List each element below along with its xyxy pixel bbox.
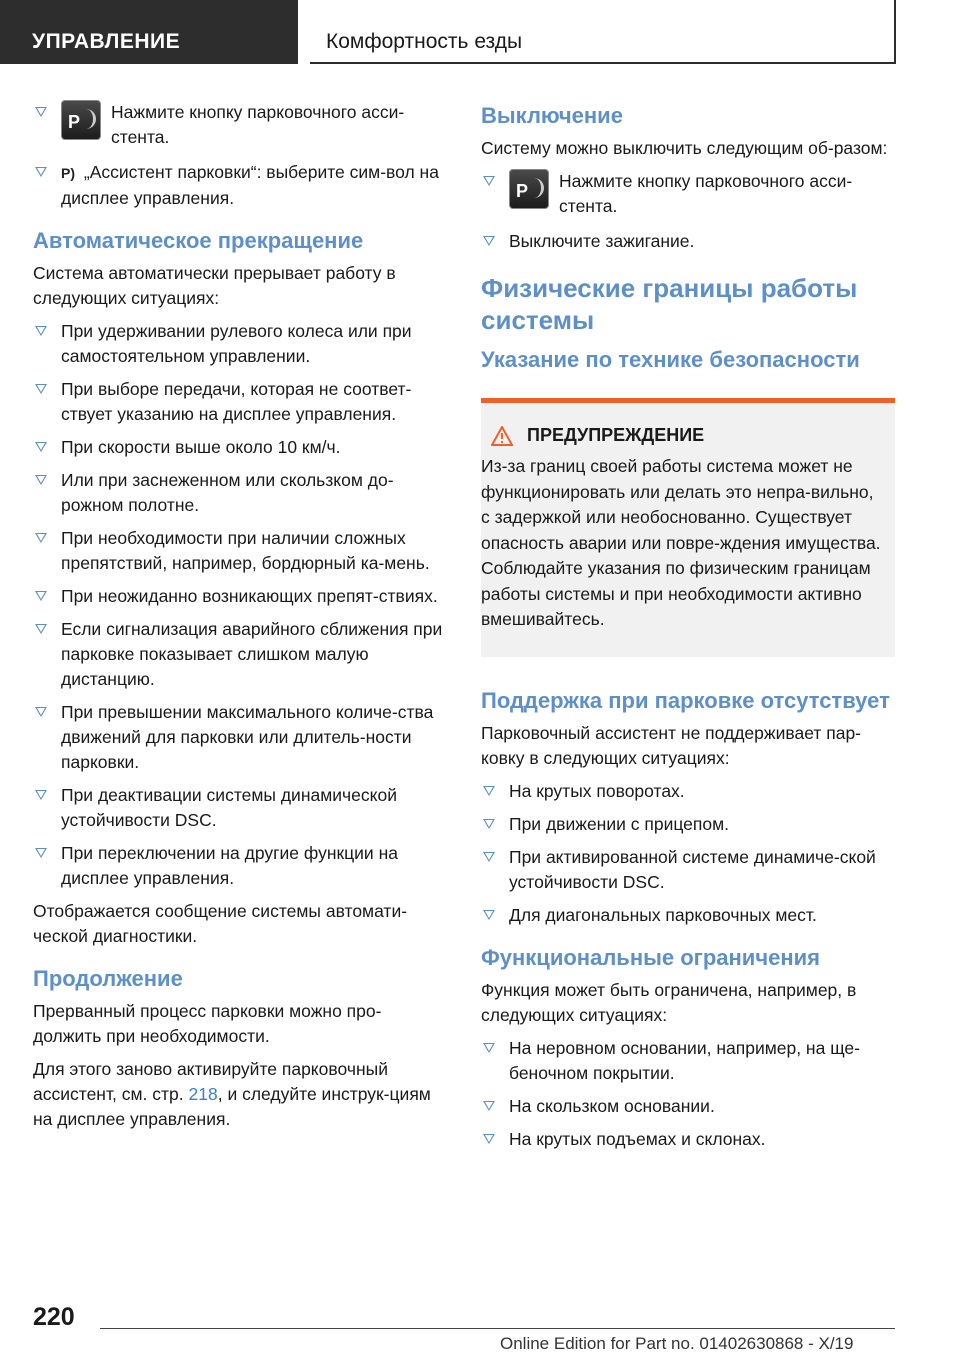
- list-item: На крутых подъемах и склонах.: [481, 1127, 895, 1152]
- auto-stop-list: [33, 319, 448, 891]
- list-triangle-icon: [35, 790, 47, 800]
- list-triangle-icon: [35, 167, 47, 177]
- page-number: 220: [33, 1303, 75, 1331]
- footer-edition: Online Edition for Part no. 01402630868 - X/19: [500, 1334, 854, 1353]
- list-triangle-icon: [35, 624, 47, 634]
- no-support-text: Парковочный ассистент не поддерживает пар-ковку в следующих ситуациях:: [481, 722, 862, 768]
- list-item: Или при заснеженном или скользком до-рожном полотне.: [33, 468, 448, 518]
- list-item: При выборе передачи, которая не соответ-ствует указанию на дисплее управления.: [33, 377, 448, 427]
- warning-text: Из-за границ своей работы система может не функционировать или делать это непра-вильно, с задержкой или необоснованно. Существует опасность аварии или повре-ждения имущества. Соблюдайте указания по физическим границам работы системы и при необходимости активно вмешивайтесь.: [481, 456, 881, 629]
- off-list: [481, 169, 895, 254]
- list-triangle-icon: [35, 442, 47, 452]
- section-title-no-support: Поддержка при парковке отсутствует: [481, 687, 890, 713]
- list-item: Для диагональных парковочных мест.: [481, 903, 895, 928]
- list-item: P Нажмите кнопку парковочного асси-стента.: [481, 169, 895, 221]
- section-title-auto-stop: Автоматическое прекращение: [33, 227, 364, 253]
- list-triangle-icon: [483, 910, 495, 920]
- list-triangle-icon: [483, 176, 495, 186]
- section-title-continue: Продолжение: [33, 965, 183, 991]
- section-title-safety: Указание по технике безопасности: [481, 347, 860, 372]
- list-item: Если сигнализация аварийного сближения при парковке показывает слишком малую дистанцию.: [33, 617, 448, 692]
- func-limits-list: [481, 1036, 895, 1152]
- list-item: При скорости выше около 10 км/ч.: [33, 435, 448, 460]
- list-triangle-icon: [483, 1043, 495, 1053]
- list-item: P Нажмите кнопку парковочного асси-стента.: [33, 100, 448, 152]
- section-title-func-limits: Функциональные ограничения: [481, 944, 820, 970]
- list-item: P) „Ассистент парковки“: выберите сим-вол на дисплее управления.: [33, 160, 448, 211]
- warning-triangle-icon: [491, 426, 513, 446]
- list-triangle-icon: [483, 1134, 495, 1144]
- list-item: Выключите зажигание.: [481, 229, 895, 254]
- list-item: При деактивации системы динамической устойчивости DSC.: [33, 783, 448, 833]
- off-text: Систему можно выключить следующим об-разом:: [481, 138, 888, 158]
- list-item: При переключении на другие функции на дисплее управления.: [33, 841, 448, 891]
- page-link-218[interactable]: 218: [188, 1083, 218, 1104]
- warning-title: ПРЕДУПРЕЖДЕНИЕ: [481, 425, 883, 446]
- header-section: УПРАВЛЕНИЕ: [0, 0, 298, 64]
- warning-box: [481, 398, 895, 657]
- park-assist-button-icon: P: [61, 100, 101, 140]
- list-item: При превышении максимального количе-ства движений для парковки или длитель-ности парковки.: [33, 700, 448, 775]
- list-triangle-icon: [35, 848, 47, 858]
- park-assist-button-icon: P: [509, 169, 549, 209]
- list-item: При неожиданно возникающих препят-ствиях.: [33, 584, 448, 609]
- list-triangle-icon: [483, 819, 495, 829]
- right-column: [481, 100, 895, 1160]
- list-triangle-icon: [483, 236, 495, 246]
- intro-list: [33, 100, 448, 211]
- list-triangle-icon: [35, 475, 47, 485]
- continue-text-2: Для этого заново активируйте парковочный ассистент, см. стр. 218, и следуйте инструк-циям на дисплее управления.: [33, 1058, 431, 1129]
- left-column: [33, 100, 448, 1140]
- func-limits-text: Функция может быть ограничена, например, в следующих ситуациях:: [481, 979, 857, 1025]
- list-triangle-icon: [35, 326, 47, 336]
- list-item: На крутых поворотах.: [481, 779, 895, 804]
- list-triangle-icon: [483, 1101, 495, 1111]
- section-title-limits: Физические границы работы системы: [481, 273, 858, 335]
- list-triangle-icon: [483, 852, 495, 862]
- list-triangle-icon: [35, 533, 47, 543]
- list-item: При необходимости при наличии сложных препятствий, например, бордюрный ка-мень.: [33, 526, 448, 576]
- list-item: На скользком основании.: [481, 1094, 895, 1119]
- list-triangle-icon: [35, 707, 47, 717]
- list-item: При удерживании рулевого колеса или при самостоятельном управлении.: [33, 319, 448, 369]
- no-support-list: [481, 779, 895, 928]
- section-title-off: Выключение: [481, 103, 623, 128]
- auto-stop-after: Отображается сообщение системы автомати-ческой диагностики.: [33, 900, 408, 946]
- footer-divider: [100, 1328, 895, 1329]
- list-triangle-icon: [35, 107, 47, 117]
- list-item: При движении с прицепом.: [481, 812, 895, 837]
- list-item: На неровном основании, например, на ще-беночном покрытии.: [481, 1036, 895, 1086]
- list-triangle-icon: [35, 591, 47, 601]
- continue-text-1: Прерванный процесс парковки можно про-должить при необходимости.: [33, 1000, 382, 1046]
- list-triangle-icon: [483, 786, 495, 796]
- park-assist-symbol-icon: P): [61, 164, 75, 181]
- auto-stop-text: Система автоматически прерывает работу в следующих ситуациях:: [33, 262, 396, 308]
- list-item: При активированной системе динамиче-ской устойчивости DSC.: [481, 845, 895, 895]
- header-chapter: Комфортность езды: [310, 0, 896, 64]
- list-triangle-icon: [35, 384, 47, 394]
